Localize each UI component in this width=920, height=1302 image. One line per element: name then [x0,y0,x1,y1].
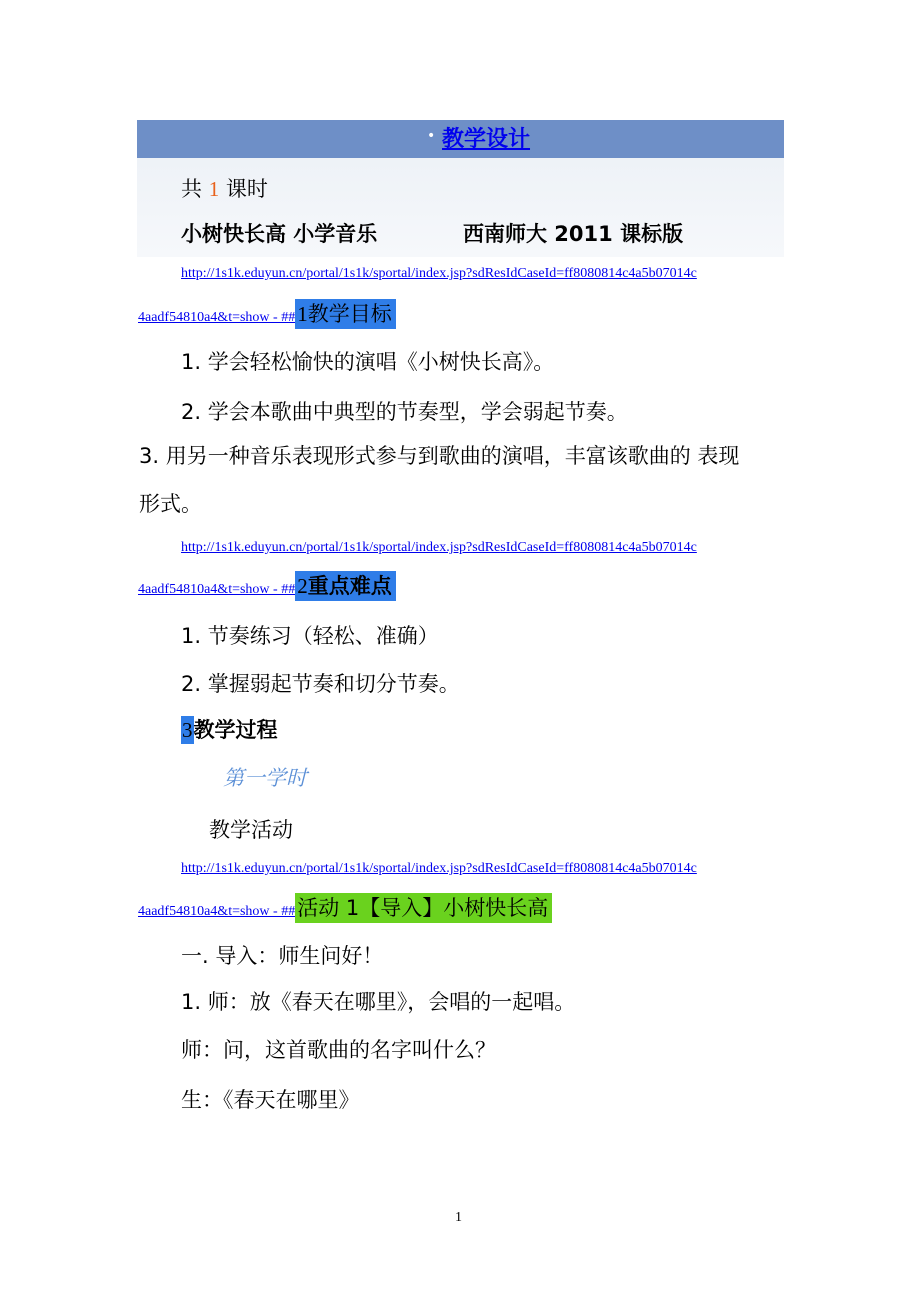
keypoint-item-1: 1. 节奏练习（轻松、准确） [181,624,439,648]
resource-link-2a[interactable]: http://1s1k.eduyun.cn/portal/1s1k/sportal/index.jsp?sdResIdCaseId=ff8080814c4a5b07014c [181,540,697,555]
publisher: 西南师大 2011 课标版 [463,222,684,246]
lesson-count-prefix: 共 [181,177,202,201]
lesson-header [137,120,784,257]
resource-link-1a[interactable]: http://1s1k.eduyun.cn/portal/1s1k/sportal/index.jsp?sdResIdCaseId=ff8080814c4a5b07014c [181,266,697,281]
section-goals-label: 教学目标 [307,302,392,326]
lesson-count [181,173,268,203]
lesson-count-suffix: 课时 [225,177,268,201]
resource-link-1b[interactable]: 4aadf54810a4&t=show - ## [138,310,296,325]
section-process-number: 3 [182,718,193,742]
section-keypoints-title [295,571,396,601]
resource-link-3b[interactable]: 4aadf54810a4&t=show - ## [138,904,296,919]
section-goals-title [295,299,396,329]
section-heading-goals [138,298,396,328]
bullet-icon: • [427,128,436,144]
section-goals-number: 1 [297,302,308,326]
activity-line-4: 生：《春天在哪里》 [181,1088,360,1112]
goal-item-3: 3. 用另一种音乐表现形式参与到歌曲的演唱，丰富该歌曲的 表现 [139,444,740,468]
resource-link-3a[interactable]: http://1s1k.eduyun.cn/portal/1s1k/sportal/index.jsp?sdResIdCaseId=ff8080814c4a5b07014c [181,861,697,876]
activity-line-2: 1. 师：放《春天在哪里》，会唱的一起唱。 [181,990,576,1014]
section-heading-keypoints [138,570,396,600]
keypoint-item-2: 2. 掌握弱起节奏和切分节奏。 [181,672,460,696]
goal-item-3-cont: 形式。 [139,492,202,516]
resource-link-2b[interactable]: 4aadf54810a4&t=show - ## [138,582,296,597]
goal-item-1: 1. 学会轻松愉快的演唱《小树快长高》。 [181,350,555,374]
section-keypoints-number: 2 [297,574,308,598]
section-process-heading [181,714,278,744]
course-title: 小树快长高 小学音乐 [181,222,378,246]
period-title: 第一学时 [223,766,307,790]
activity-line-1: 一. 导入：师生问好！ [181,944,384,968]
activity-1-heading [138,892,552,922]
page-number: 1 [455,1210,462,1225]
lesson-design-title-link[interactable]: 教学设计 [442,127,531,152]
header-bar [137,120,784,158]
lesson-count-number: 1 [208,177,220,201]
section-process-label: 教学过程 [193,718,278,742]
activity-line-3: 师：问，这首歌曲的名字叫什么？ [181,1038,496,1062]
section-keypoints-label: 重点难点 [307,574,392,598]
goal-item-2: 2. 学会本歌曲中典型的节奏型，学会弱起节奏。 [181,400,628,424]
activity-1-title: 活动 1【导入】小树快长高 [295,893,552,923]
activities-label: 教学活动 [209,818,293,842]
